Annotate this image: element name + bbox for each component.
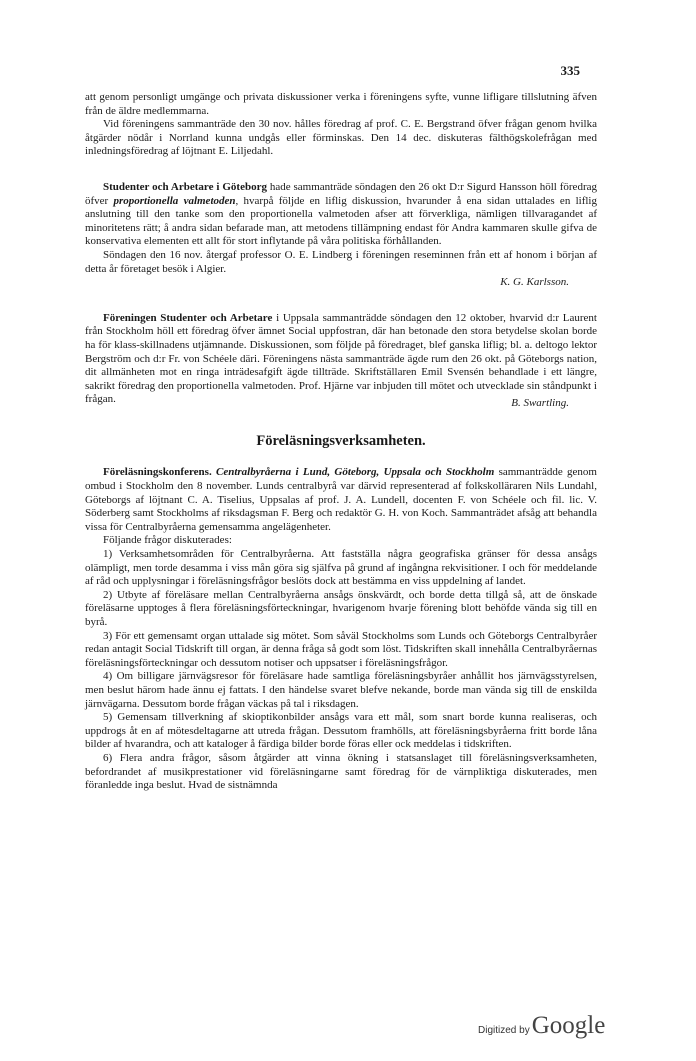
article-column xyxy=(85,91,597,793)
goteborg-term: proportionella valmetoden xyxy=(113,194,236,207)
uppsala-signature: B. Swartling. xyxy=(511,397,569,410)
intro-paragraph-1: att genom personligt umgänge och privata diskussioner verka i föreningens syfte, vunne lifligare tillslutning äfven från de äldre medlemmarna. xyxy=(85,91,597,117)
uppsala-paragraph xyxy=(85,311,597,410)
digitized-watermark xyxy=(478,1012,605,1040)
goteborg-paragraph xyxy=(85,181,597,249)
list-item: 2) Utbyte af föreläsare mellan Centralbyråerna ansågs önskvärdt, och borde detta tillgå så, att de önskade föreläsarne upptoges å flera föreläsningsförteckningar, hvarigenom hvarje förening blott behöfde vända sig till en byrå. xyxy=(85,588,597,628)
konferens-lead: Föreläsningskonferens. xyxy=(103,466,212,479)
uppsala-text: i Uppsala sammanträdde söndagen den 12 oktober, hvarvid d:r Laurent från Stockholm höll ett föredrag öfver ämnet Social uppfostran, där han betonade den stora betydelse skolan borde ha för klass-skillnadens utjämnande. Diskussionen, som följde på föredraget, blef ganska liflig; bl. a. deltogo lektor Bergström och d:r Fr. von Schéele däri. Föreningens nästa sammanträde ägde rum den 26 okt. på Göteborgs nation, dit allmänheten mot en ringa inträdesafgift ägde tillträde. Skriftställaren Emil Svensén behandlade i ett längre, sakrikt föredrag den proportionella valmetoden. Prof. Hjärne var inbjuden till mötet och utvecklade sin ståndpunkt i frågan. xyxy=(85,311,597,406)
konferens-text: sammanträdde genom ombud i Stockholm den 8 november. Lunds centralbyrå var därvid representerad af folkskolläraren Nils Lundahl, Göteborgs af löjtnant C. A. Tiselius, Uppsalas af prof. J. A. Lundell, docenten F. von Schéele och fil. lic. V. Söderberg samt Stockholms af riksdagsman F. Berg och redaktör G. H. von Koch. Sammanträdet afsåg att behandla vissa för Centralbyråerna gemensamma angelägenheter. xyxy=(85,466,597,533)
goteborg-paragraph-2: Söndagen den 16 nov. återgaf professor O. E. Lindberg i föreningen reseminnen från ett af honom i början af detta år företaget besök i Algier. xyxy=(85,248,597,275)
goteborg-lead: Studenter och Arbetare i Göteborg xyxy=(103,180,267,193)
konferens-cities: Centralbyråerna i Lund, Göteborg, Uppsala och Stockholm xyxy=(211,466,495,479)
list-item: 4) Om billigare järnvägsresor för föreläsare hade samtliga föreläsningsbyråer anhållit hos järnvägsstyrelsen, men beslut härom hade ännu ej fattats. I den händelse svaret blefve nekande, borde man vända sig till de enskilda järnvägarna. Dessutom borde frågan väckas på tal i riksdagen. xyxy=(85,670,597,710)
list-item: 5) Gemensam tillverkning af skioptikonbilder ansågs vara ett mål, som snart borde kunna realiseras, och uppdrogs åt en af mötesdeltagarne att utreda frågan. Dessutom framhölls, att föreläsningsbyråerna fritt borde låna bilder af hvarandra, och att kataloger å färdiga bilder borde föras eller ock meddelas i tidskriften. xyxy=(85,711,597,751)
konferens-list-intro: Följande frågor diskuterades: xyxy=(103,534,232,547)
section-heading: Föreläsningsverksamheten. xyxy=(256,432,426,449)
list-item: 3) För ett gemensamt organ uttalade sig mötet. Som såväl Stockholms som Lunds och Göteborgs Centralbyråer redan antagit Social Tidskrift till organ, är denna fråga så godt som löst. Tidskriften skall innehålla Centralbyråernas föreläsningsförteckningar och dessutom notiser och uppsatser i föreläsningsfrågor. xyxy=(85,629,597,669)
digitized-label: Digitized by xyxy=(478,1025,530,1036)
list-item: 6) Flera andra frågor, såsom åtgärder att vinna ökning i statsanslaget till föreläsningsverksamheten, befordrandet af musikprestationer vid föreläsningarne samt föredrag för de värnpliktiga diskuterades, men föranledde inga beslut. Hvad de sistnämnda xyxy=(85,751,597,792)
goteborg-text-1: hade sammanträde söndagen den 26 okt D:r Sigurd Hansson höll föredrag öfver xyxy=(85,180,597,207)
page-number: 335 xyxy=(560,63,580,78)
goteborg-signature: K. G. Karlsson. xyxy=(500,276,569,289)
uppsala-lead: Föreningen Studenter och Arbetare xyxy=(103,311,273,324)
intro-paragraph-2: Vid föreningens sammanträde den 30 nov. hålles föredrag af prof. C. E. Bergstrand öfver frågan genom hvilka åtgärder nödår i Norrland kunna undgås eller förminskas. Den 14 dec. diskuteras fälthögskolefrågan med inledningsföredrag af löjtnant E. Liljedahl. xyxy=(85,118,597,158)
konferens-paragraph xyxy=(85,466,597,534)
goteborg-text-2: , hvarpå följde en liflig diskussion, hvarunder å ena sidan uttalades en liflig anslutning till den tanke som den proportionella valmetoden afser att förverkliga, nämligen tillvaragandet af minoritetens rätt; å andra sidan befarade man, att metodens tillämpning endast för Andra kammaren skulle gifva de konservativa elementen ett allt för stort inflytande på våra politiska förhållanden. xyxy=(85,194,597,248)
google-logo: Google xyxy=(531,1012,606,1039)
list-item: 1) Verksamhetsområden för Centralbyråerna. Att fastställa några geografiska gränser för dessa ansågs olämpligt, men torde desamma i viss mån göra sig själfva på grund af ingångna rekvisitioner. I och för meddelande af råd och upplysningar i föreläsningsfrågor beslöts dock att bestämma en viss uppdelning af landet. xyxy=(85,548,597,588)
